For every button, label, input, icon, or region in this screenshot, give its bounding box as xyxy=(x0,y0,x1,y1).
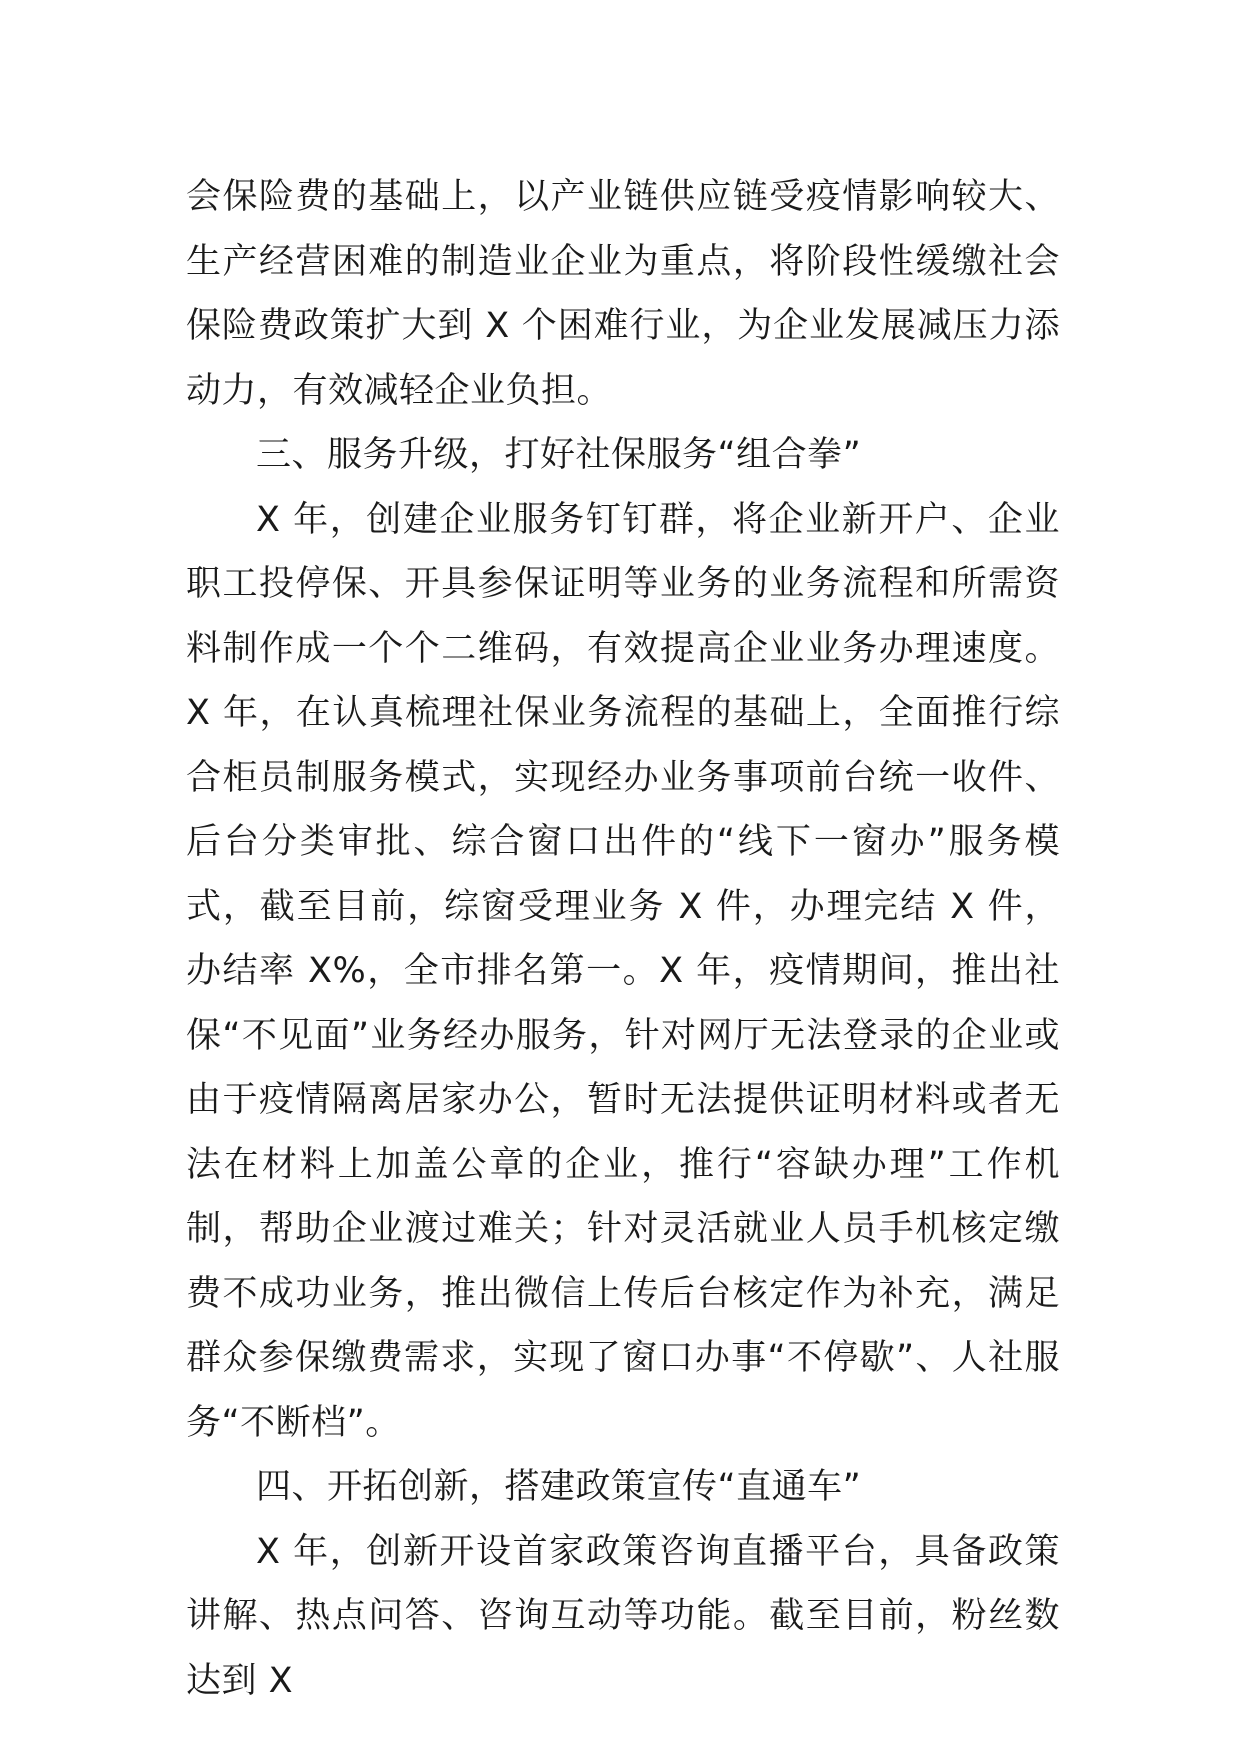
paragraph-service-upgrade: X 年，创建企业服务钉钉群，将企业新开户、企业职工投停保、开具参保证明等业务的业务流程和所需资料制作成一个个二维码，有效提高企业业务办理速度。X 年，在认真梳理社保业务流程的基础上，全面推行综合柜员制服务模式，实现经办业务事项前台统一收件、后台分类审批、综合窗口出件的“线下一窗办”服务模式，截至目前，综窗受理业务 X 件，办理完结 X 件，办结率 X%，全市排名第一。X 年，疫情期间，推出社保“不见面”业务经办服务，针对网厅无法登录的企业或由于疫情隔离居家办公，暂时无法提供证明材料或者无法在材料上加盖公章的企业，推行“容缺办理”工作机制，帮助企业渡过难关；针对灵活就业人员手机核定缴费不成功业务，推出微信上传后台核定作为补充，满足群众参保缴费需求，实现了窗口办事“不停歇”、人社服务“不断档”。 xyxy=(186,499,1060,1443)
paragraph-policy-promotion: X 年，创新开设首家政策咨询直播平台，具备政策讲解、热点问答、咨询互动等功能。截至目前，粉丝数达到 X xyxy=(186,1531,1060,1701)
document-body xyxy=(186,165,1060,1713)
section-heading-service-upgrade: 三、服务升级，打好社保服务“组合拳” xyxy=(256,435,862,475)
paragraph-social-insurance-relief: 会保险费的基础上，以产业链供应链受疫情影响较大、生产经营困难的制造业企业为重点，将阶段性缓缴社会保险费政策扩大到 X 个困难行业，为企业发展减压力添动力，有效减轻企业负担。 xyxy=(186,177,1060,411)
section-heading-policy-promotion: 四、开拓创新，搭建政策宣传“直通车” xyxy=(256,1467,862,1507)
